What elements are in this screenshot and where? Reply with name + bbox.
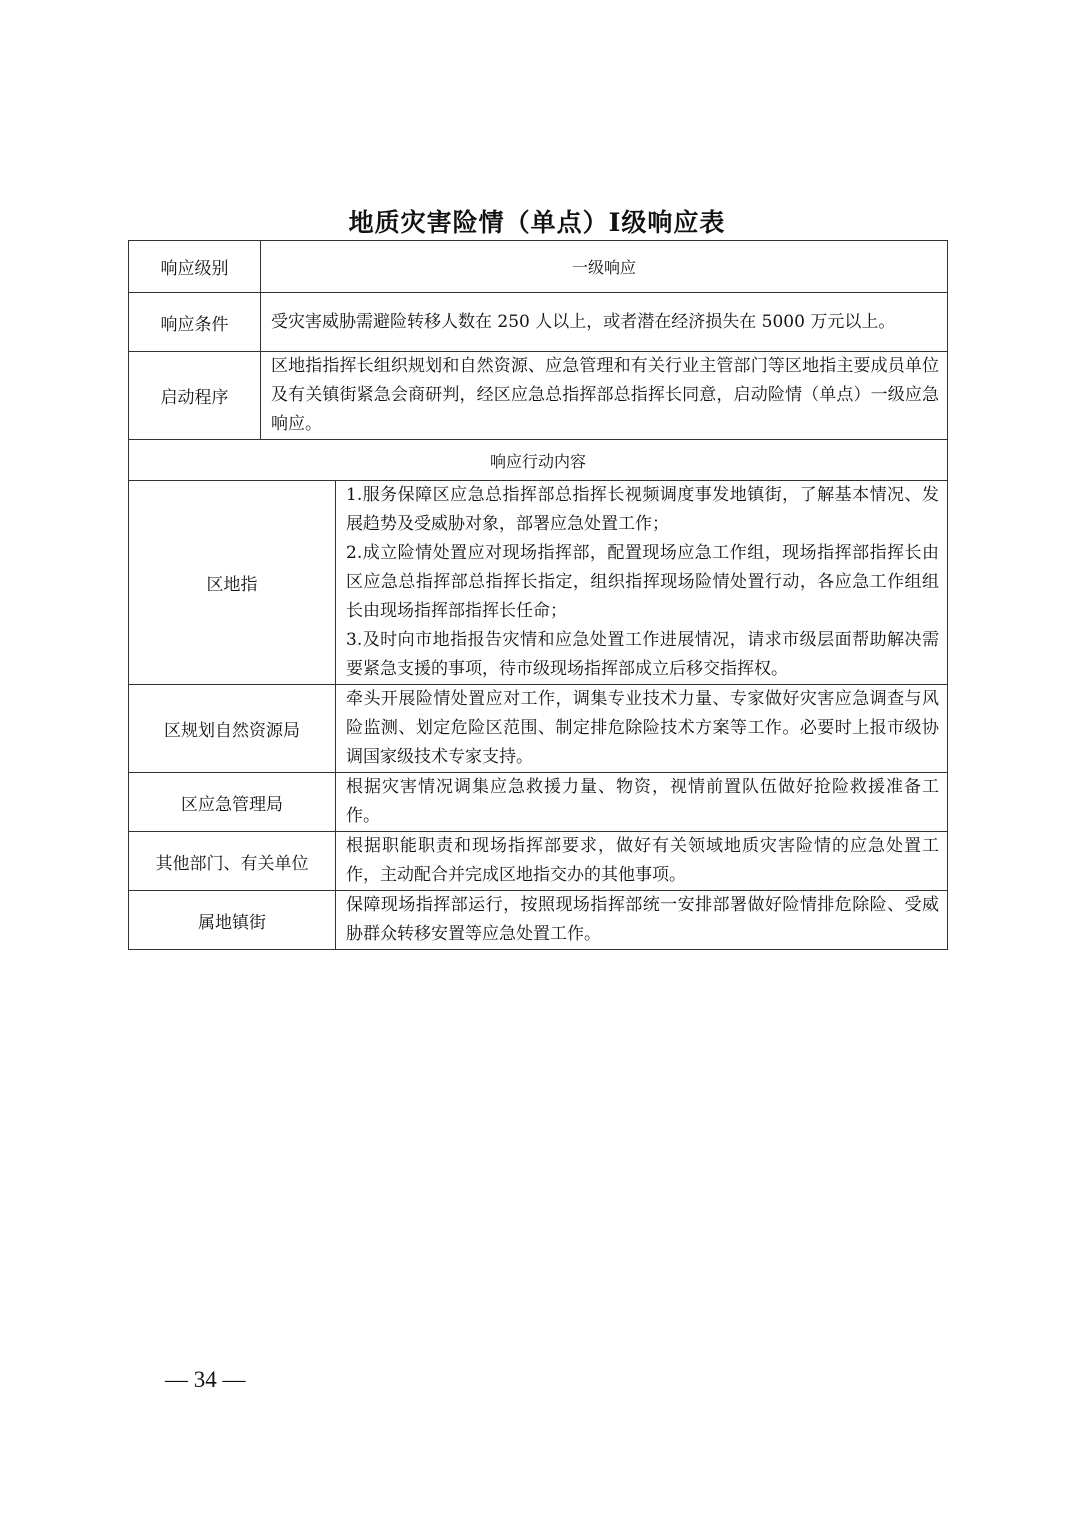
action-item: 2.成立险情处置应对现场指挥部，配置现场应急工作组，现场指挥部指挥长由区应急总指挥部总指挥长指定，组织指挥现场险情处置行动，各应急工作组组长由现场指挥部指挥长任命； (346, 543, 940, 621)
action-item: 1.服务保障区应急总指挥部总指挥长视频调度事发地镇街，了解基本情况、发展趋势及受威胁对象，部署应急处置工作； (346, 485, 940, 534)
row-action-other-departments (129, 832, 948, 891)
response-condition-label: 响应条件 (129, 293, 261, 352)
response-condition-value: 受灾害威胁需避险转移人数在 250 人以上，或者潜在经济损失在 5000 万元以上。 (261, 293, 948, 352)
section-header: 响应行动内容 (129, 440, 948, 481)
row-action-local-towns (129, 891, 948, 950)
action-item: 根据灾害情况调集应急救援力量、物资，视情前置队伍做好抢险救援准备工作。 (346, 777, 940, 826)
row-section-header (129, 440, 948, 481)
action-unit-label: 属地镇街 (129, 891, 336, 950)
action-item: 牵头开展险情处置应对工作，调集专业技术力量、专家做好灾害应急调查与风险监测、划定危险区范围、制定排危除险技术方案等工作。必要时上报市级协调国家级技术专家支持。 (346, 689, 940, 767)
action-content (336, 685, 948, 773)
start-procedure-value: 区地指指挥长组织规划和自然资源、应急管理和有关行业主管部门等区地指主要成员单位及有关镇街紧急会商研判，经区应急总指挥部总指挥长同意，启动险情（单点）一级应急响应。 (261, 352, 948, 440)
row-action-emergency-bureau (129, 773, 948, 832)
row-response-level (129, 241, 948, 293)
row-start-procedure (129, 352, 948, 440)
row-action-planning-bureau (129, 685, 948, 773)
response-level-label: 响应级别 (129, 241, 261, 293)
action-unit-label: 区应急管理局 (129, 773, 336, 832)
action-unit-label: 区地指 (129, 481, 336, 685)
page-number: — 34 — (165, 1367, 246, 1392)
row-response-condition (129, 293, 948, 352)
action-content (336, 891, 948, 950)
action-item: 保障现场指挥部运行，按照现场指挥部统一安排部署做好险情排危除险、受威胁群众转移安置等应急处置工作。 (346, 895, 940, 944)
action-content (336, 832, 948, 891)
response-level-value: 一级响应 (261, 241, 948, 293)
action-content (336, 481, 948, 685)
document-title: 地质灾害险情（单点）Ⅰ级响应表 (348, 208, 726, 237)
action-content (336, 773, 948, 832)
response-table (128, 240, 948, 950)
start-procedure-label: 启动程序 (129, 352, 261, 440)
action-unit-label: 其他部门、有关单位 (129, 832, 336, 891)
row-action-district-command (129, 481, 948, 685)
action-item: 根据职能职责和现场指挥部要求，做好有关领域地质灾害险情的应急处置工作，主动配合并完成区地指交办的其他事项。 (346, 836, 940, 885)
action-unit-label: 区规划自然资源局 (129, 685, 336, 773)
action-item: 3.及时向市地指报告灾情和应急处置工作进展情况，请求市级层面帮助解决需要紧急支援的事项，待市级现场指挥部成立后移交指挥权。 (346, 630, 940, 679)
